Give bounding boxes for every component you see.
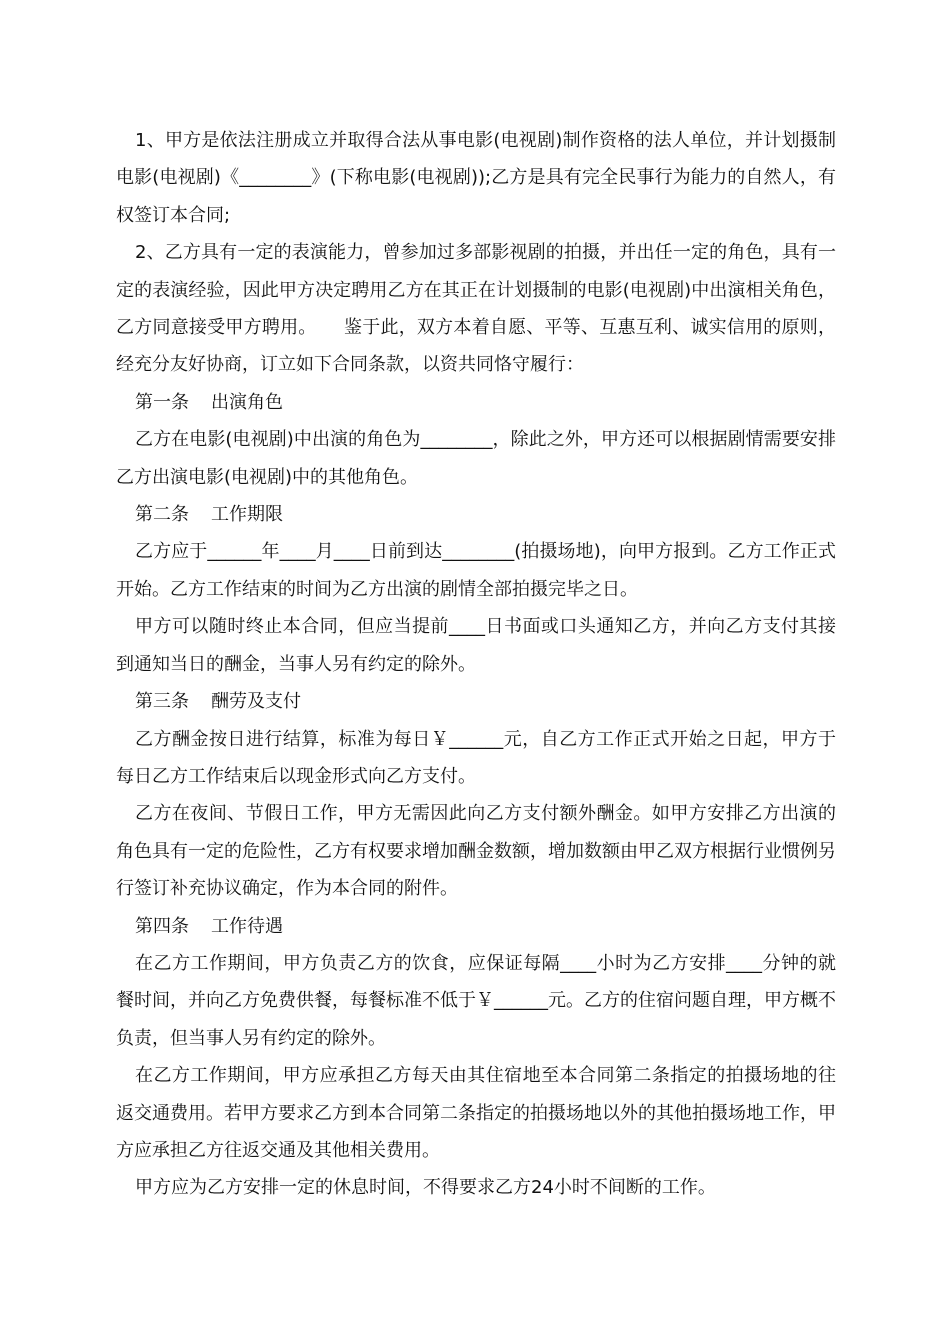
article-1-paragraph-1: 乙方在电影(电视剧)中出演的角色为________，除此之外，甲方还可以根据剧情需要安排乙方出演电影(电视剧)中的其他角色。 (116, 429, 836, 488)
article-2-paragraph-1: 乙方应于______年____月____日前到达________(拍摄场地)，向甲方报到。乙方工作正式开始。乙方工作结束的时间为乙方出演的剧情全部拍摄完毕之日。 (116, 541, 836, 600)
article-4-heading (116, 908, 836, 945)
article-3-paragraph-1: 乙方酬金按日进行结算，标准为每日￥______元，自乙方工作正式开始之日起，甲方于每日乙方工作结束后以现金形式向乙方支付。 (116, 728, 836, 787)
article-2-title: 工作期限 (211, 504, 283, 526)
article-4-number: 第四条 (135, 915, 189, 937)
contract-body (116, 122, 836, 1207)
article-4-paragraph-1: 在乙方工作期间，甲方负责乙方的饮食，应保证每隔____小时为乙方安排____分钟的就餐时间，并向乙方免费供餐，每餐标准不低于￥______元。乙方的住宿问题自理，甲方概不负责，但当事人另有约定的除外。 (116, 952, 836, 1049)
article-3-number: 第三条 (135, 691, 189, 713)
article-4-paragraph-3: 甲方应为乙方安排一定的休息时间，不得要求乙方24小时不间断的工作。 (135, 1177, 716, 1199)
article-3-paragraph-2: 乙方在夜间、节假日工作，甲方无需因此向乙方支付额外酬金。如甲方安排乙方出演的角色具有一定的危险性，乙方有权要求增加酬金数额，增加数额由甲乙双方根据行业惯例另行签订补充协议确定，作为本合同的附件。 (116, 803, 836, 900)
article-4-title: 工作待遇 (211, 915, 283, 937)
article-3-title: 酬劳及支付 (211, 691, 301, 713)
article-1-heading (116, 384, 836, 421)
article-2-number: 第二条 (135, 504, 189, 526)
article-3-heading (116, 683, 836, 720)
article-1-title: 出演角色 (211, 391, 283, 413)
intro-paragraph-1: 1、甲方是依法注册成立并取得合法从事电影(电视剧)制作资格的法人单位，并计划摄制电影(电视剧)《________》(下称电影(电视剧));乙方是具有完全民事行为能力的自然人，有权签订本合同; (116, 130, 836, 226)
intro-paragraph-2: 2、乙方具有一定的表演能力，曾参加过多部影视剧的拍摄，并出任一定的角色，具有一定的表演经验，因此甲方决定聘用乙方在其正在计划摄制的电影(电视剧)中出演相关角色，乙方同意接受甲方聘用。 鉴于此，双方本着自愿、平等、互惠互利、诚实信用的原则，经充分友好协商，订立如下合同条款，以资共同恪守履行： (116, 242, 836, 376)
article-2-paragraph-2: 甲方可以随时终止本合同，但应当提前____日书面或口头通知乙方，并向乙方支付其接到通知当日的酬金，当事人另有约定的除外。 (116, 616, 836, 675)
article-2-heading (116, 496, 836, 533)
article-1-number: 第一条 (135, 391, 189, 413)
article-4-paragraph-2: 在乙方工作期间，甲方应承担乙方每天由其住宿地至本合同第二条指定的拍摄场地的往返交通费用。若甲方要求乙方到本合同第二条指定的拍摄场地以外的其他拍摄场地工作，甲方应承担乙方往返交通及其他相关费用。 (116, 1065, 836, 1161)
